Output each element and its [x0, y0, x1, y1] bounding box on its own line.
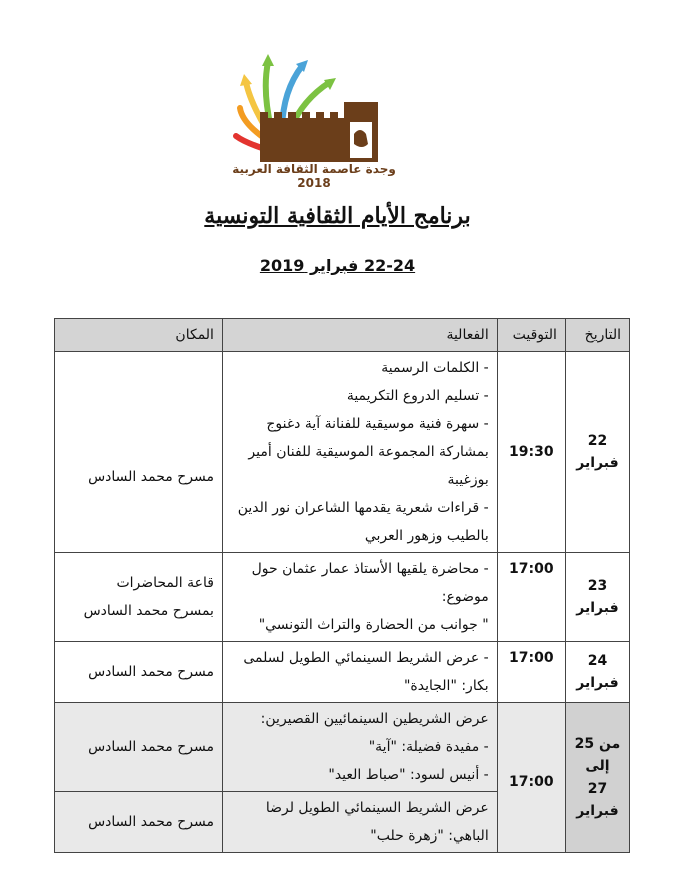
date-line: إلى 27: [585, 758, 610, 797]
header-date: التاريخ: [565, 319, 629, 352]
header-time: التوقيت: [497, 319, 565, 352]
row-venue: مسرح محمد السادس: [55, 642, 223, 703]
event-line: بكار: "الجايدة": [403, 678, 489, 694]
event-line: - مفيدة فضيلة: "آية": [368, 739, 489, 755]
venue-line: بمسرح محمد السادس: [83, 603, 214, 619]
row-date: 23 فبراير: [565, 553, 629, 642]
row-time: 17:00: [497, 642, 565, 703]
page-title: برنامج الأيام الثقافية التونسية: [204, 203, 471, 229]
event-line: موضوع:: [441, 589, 489, 605]
row-events: [222, 703, 497, 792]
row-time: 17:00: [497, 553, 565, 642]
date-line: من 25: [574, 735, 621, 752]
row-events: [222, 792, 497, 853]
event-line: - أنيس لسود: "صباط العيد": [328, 767, 489, 783]
event-line: - محاضرة يلقيها الأستاذ عمار عثمان حول: [251, 561, 489, 577]
row-venue: مسرح محمد السادس: [55, 703, 223, 792]
logo-caption: وجدة عاصمة الثقافة العربية 2018: [232, 162, 396, 190]
header-event: الفعالية: [222, 319, 497, 352]
venue-line: قاعة المحاضرات: [116, 575, 214, 591]
row-date: 24 فبراير: [565, 642, 629, 703]
event-line: بمشاركة المجموعة الموسيقية للفنان أمير: [248, 444, 489, 460]
row-date: [565, 703, 629, 853]
event-line: بالطيب وزهور العربي: [364, 528, 489, 544]
event-line: - تسليم الدروع التكريمية: [346, 388, 489, 404]
program-table: [54, 318, 630, 853]
event-line: عرض الشريطين السينمائيين القصيرين:: [260, 711, 489, 727]
row-venue: مسرح محمد السادس: [55, 792, 223, 853]
row-events: [222, 553, 497, 642]
event-line: - عرض الشريط السينمائي الطويل لسلمى: [243, 650, 489, 666]
program-dates: 22-24 فبراير 2019: [259, 256, 416, 275]
date-line: فبراير: [576, 802, 619, 819]
event-line: - قراءات شعرية يقدمها الشاعران نور الدين: [237, 500, 489, 516]
table-row: [55, 642, 630, 703]
event-line: بوزغيبة: [447, 472, 489, 488]
table-row: [55, 352, 630, 553]
row-date: 22 فبراير: [565, 352, 629, 553]
table-row: [55, 703, 630, 792]
row-venue: [55, 553, 223, 642]
table-header-row: [55, 319, 630, 352]
table-row: [55, 553, 630, 642]
row-time: 19:30: [497, 352, 565, 553]
event-line: - الكلمات الرسمية: [381, 360, 489, 376]
row-time: 17:00: [497, 703, 565, 853]
event-line: عرض الشريط السينمائي الطويل لرضا: [265, 800, 489, 816]
event-line: - سهرة فنية موسيقية للفنانة آية دغنوج: [266, 416, 489, 432]
row-events: [222, 642, 497, 703]
header-venue: المكان: [55, 319, 223, 352]
event-line: " جوانب من الحضارة والتراث التونسي": [258, 617, 489, 633]
row-events: [222, 352, 497, 553]
row-venue: مسرح محمد السادس: [55, 352, 223, 553]
event-line: الباهي: "زهرة حلب": [370, 828, 489, 844]
